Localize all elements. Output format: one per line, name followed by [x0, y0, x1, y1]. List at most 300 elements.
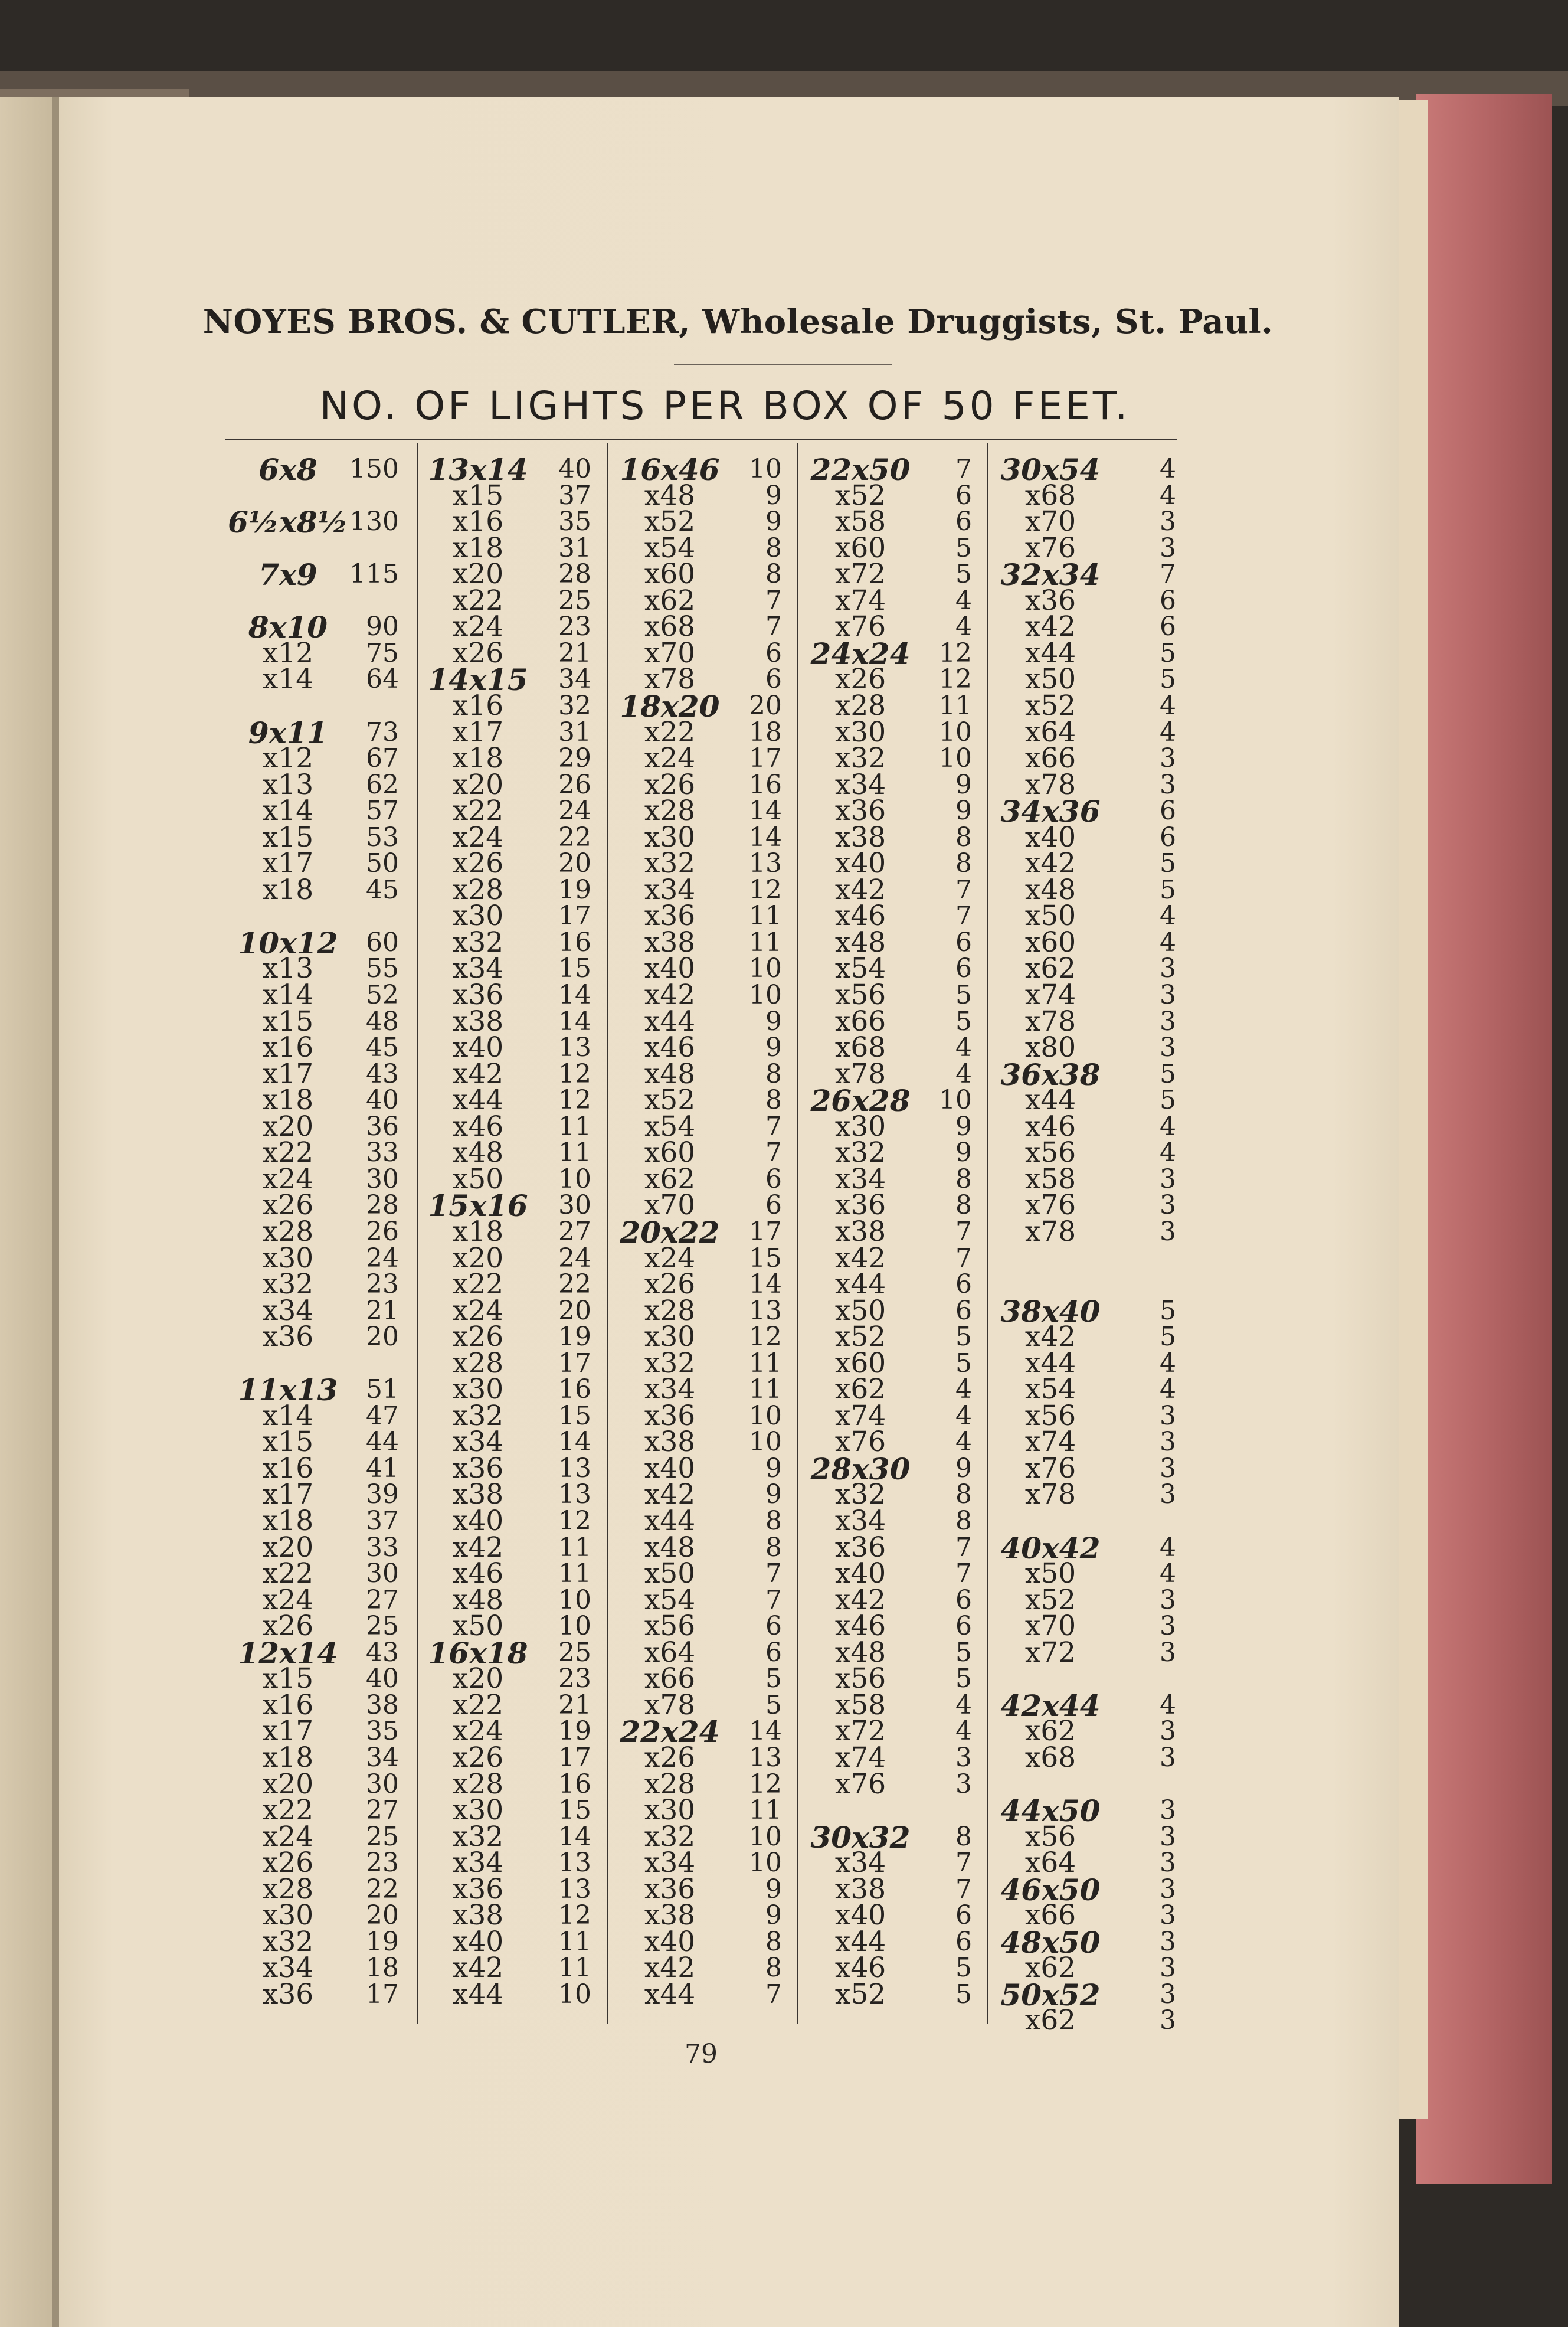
lights-count: 3	[1160, 1453, 1176, 1483]
glass-size: x40	[834, 1899, 886, 1932]
glass-size: x44	[1024, 1084, 1076, 1117]
lights-count: 30	[366, 1558, 399, 1589]
glass-size: x28	[644, 1294, 696, 1327]
glass-size: x44	[834, 1268, 886, 1301]
glass-size: x54	[644, 1583, 696, 1616]
page-header-text: NOYES BROS. & CUTLER, Wholesale Druggists, St. Paul.	[202, 302, 1274, 341]
lights-count: 9	[765, 1874, 782, 1904]
glass-size: 22x24	[620, 1714, 720, 1750]
glass-size: 7x9	[258, 557, 317, 593]
glass-size: x28	[644, 1767, 696, 1800]
lights-count: 150	[349, 454, 399, 484]
glass-size: x30	[644, 1794, 696, 1827]
lights-count: 45	[366, 874, 399, 905]
glass-size: x24	[262, 1820, 314, 1853]
glass-size: x62	[834, 1373, 886, 1406]
glass-size: x13	[262, 952, 314, 985]
lights-count: 7	[765, 612, 782, 642]
lights-count: 20	[749, 690, 782, 721]
lights-count: 3	[1160, 1821, 1176, 1852]
lights-count: 3	[1160, 1400, 1176, 1431]
lights-count: 6	[955, 953, 972, 984]
lights-count: 33	[366, 1532, 399, 1563]
lights-count: 75	[366, 638, 399, 668]
glass-size: x46	[452, 1110, 504, 1143]
lights-count: 35	[366, 1716, 399, 1747]
glass-size: x42	[834, 1583, 886, 1616]
glass-size: x30	[452, 900, 504, 933]
glass-size: 11x13	[238, 1372, 338, 1408]
lights-count: 22	[366, 1874, 399, 1904]
lights-count: 3	[1160, 769, 1176, 800]
glass-size: x42	[452, 1057, 504, 1090]
lights-count: 51	[366, 1374, 399, 1405]
glass-size: x66	[834, 1005, 886, 1038]
glass-size: x54	[834, 952, 886, 985]
glass-size: x30	[834, 1110, 886, 1143]
glass-size: x15	[262, 1662, 314, 1695]
lights-count: 40	[366, 1085, 399, 1116]
lights-count: 5	[1160, 848, 1176, 879]
glass-size: x34	[452, 952, 504, 985]
glass-size: 6x8	[258, 452, 317, 487]
glass-size: x15	[262, 821, 314, 854]
glass-size: x62	[644, 1162, 696, 1195]
lights-count: 11	[558, 1138, 591, 1168]
glass-size: x36	[452, 1872, 504, 1906]
glass-size: x24	[452, 1294, 504, 1327]
lights-count: 9	[765, 1006, 782, 1037]
lights-count: 3	[1160, 980, 1176, 1010]
glass-size: 50x52	[1000, 1977, 1101, 2012]
lights-count: 3	[1160, 1874, 1176, 1904]
lights-count: 7	[1160, 559, 1176, 590]
lights-count: 5	[955, 532, 972, 563]
lights-count: 73	[366, 717, 399, 747]
glass-size: 16x46	[620, 452, 720, 487]
lights-count: 3	[1160, 1032, 1176, 1063]
lights-count: 4	[955, 1427, 972, 1457]
glass-size: x74	[1024, 979, 1076, 1011]
glass-size: x78	[1024, 768, 1076, 801]
glass-size: x44	[644, 1505, 696, 1537]
glass-size: 16x18	[428, 1635, 528, 1671]
glass-size: x15	[262, 1426, 314, 1459]
glass-size: x40	[452, 1031, 504, 1064]
lights-count: 11	[558, 1532, 591, 1563]
lights-count: 29	[558, 743, 591, 774]
lights-count: 17	[749, 1216, 782, 1247]
glass-size: 20x22	[620, 1214, 720, 1250]
lights-count: 5	[765, 1663, 782, 1694]
lights-count: 24	[558, 1243, 591, 1273]
glass-size: x68	[1024, 1741, 1076, 1774]
glass-size: x36	[834, 1189, 886, 1222]
lights-count: 8	[955, 1164, 972, 1194]
lights-count: 25	[558, 585, 591, 616]
lights-count: 27	[366, 1795, 399, 1826]
lights-count: 20	[366, 1900, 399, 1931]
glass-size: 18x20	[620, 688, 720, 724]
lights-count: 7	[955, 1874, 972, 1904]
glass-size: x42	[644, 1478, 696, 1511]
lights-count: 10	[749, 1848, 782, 1878]
lights-count: 25	[366, 1611, 399, 1642]
glass-size: x48	[834, 1636, 886, 1669]
lights-count: 28	[558, 559, 591, 590]
glass-size: x22	[452, 795, 504, 828]
lights-count: 53	[366, 822, 399, 852]
lights-count: 10	[558, 1979, 591, 2009]
lights-count: 4	[1160, 901, 1176, 932]
lights-count: 9	[765, 506, 782, 537]
glass-size: 30x54	[1000, 452, 1101, 487]
glass-size: x36	[644, 900, 696, 933]
lights-count: 12	[939, 664, 972, 695]
lights-count: 4	[1160, 927, 1176, 957]
glass-size: x66	[1024, 742, 1076, 775]
glass-size: x74	[834, 584, 886, 617]
lights-count: 5	[1160, 1295, 1176, 1326]
glass-size: x13	[262, 768, 314, 801]
lights-count: 11	[749, 1374, 782, 1405]
glass-size: x42	[834, 1241, 886, 1274]
gutter-shadow	[52, 97, 60, 2327]
lights-count: 6	[1160, 612, 1176, 642]
glass-size: x72	[1024, 1636, 1076, 1669]
lights-count: 19	[366, 1926, 399, 1957]
glass-size: x32	[452, 926, 504, 959]
lights-count: 39	[366, 1479, 399, 1510]
lights-count: 23	[558, 612, 591, 642]
lights-count: 10	[939, 743, 972, 774]
glass-size: x54	[644, 1110, 696, 1143]
glass-size: x52	[644, 1084, 696, 1117]
glass-size: x76	[1024, 1189, 1076, 1222]
lights-count: 43	[366, 1637, 399, 1668]
glass-size: x46	[644, 1031, 696, 1064]
lights-count: 11	[558, 1926, 591, 1957]
lights-count: 13	[558, 1848, 591, 1878]
glass-size: x38	[834, 1215, 886, 1248]
glass-size: x32	[262, 1268, 314, 1301]
lights-count: 3	[1160, 743, 1176, 774]
glass-size: x34	[834, 768, 886, 801]
glass-size: 15x16	[428, 1188, 528, 1224]
glass-size: x22	[644, 715, 696, 749]
lights-count: 7	[765, 585, 782, 616]
glass-size: x70	[1024, 505, 1076, 538]
glass-size: x14	[262, 795, 314, 828]
lights-count: 4	[955, 1032, 972, 1063]
glass-size: x50	[834, 1294, 886, 1327]
lights-count: 4	[1160, 454, 1176, 484]
glass-size: x56	[1024, 1820, 1076, 1853]
lights-count: 10	[939, 1085, 972, 1116]
lights-count: 115	[349, 559, 399, 590]
glass-size: x46	[834, 1952, 886, 1985]
glass-size: x76	[834, 610, 886, 643]
lights-count: 4	[955, 1374, 972, 1405]
lights-count: 4	[955, 585, 972, 616]
glass-size: 46x50	[1000, 1872, 1101, 1907]
lights-count: 33	[366, 1138, 399, 1168]
glass-size: 24x24	[810, 636, 911, 671]
lights-count: 6	[765, 638, 782, 668]
glass-size: x68	[1024, 479, 1076, 512]
lights-count: 8	[955, 848, 972, 879]
lights-count: 5	[1160, 1058, 1176, 1089]
glass-size: x32	[452, 1820, 504, 1853]
glass-size: x32	[834, 1136, 886, 1169]
table-title	[0, 383, 1568, 429]
lights-count: 6	[955, 1611, 972, 1642]
glass-size: x28	[834, 689, 886, 722]
glass-size: x58	[834, 505, 886, 538]
glass-size: x78	[644, 1688, 696, 1721]
lights-count: 10	[749, 953, 782, 984]
glass-size: x50	[452, 1162, 504, 1195]
glass-size: x24	[644, 1241, 696, 1274]
glass-size: x36	[452, 979, 504, 1011]
lights-count: 21	[558, 638, 591, 668]
glass-size: x48	[834, 926, 886, 959]
lights-count: 3	[1160, 1637, 1176, 1668]
lights-count: 4	[1160, 690, 1176, 721]
glass-size: x17	[262, 1715, 314, 1748]
glass-size: x70	[644, 636, 696, 669]
lights-count: 6	[1160, 585, 1176, 616]
lights-count: 40	[366, 1663, 399, 1694]
glass-size: x72	[834, 1715, 886, 1748]
lights-count: 64	[366, 664, 399, 695]
lights-count: 16	[749, 769, 782, 800]
lights-count: 23	[558, 1663, 591, 1694]
glass-size: x70	[644, 1189, 696, 1222]
lights-count: 3	[1160, 1900, 1176, 1931]
lights-count: 6	[955, 1584, 972, 1615]
glass-size: x16	[262, 1031, 314, 1064]
glass-size: x20	[262, 1531, 314, 1564]
glass-size: x44	[644, 1005, 696, 1038]
lights-count: 6	[955, 1295, 972, 1326]
lights-count: 5	[1160, 1322, 1176, 1352]
glass-size: x42	[1024, 1321, 1076, 1354]
glass-size: x34	[452, 1426, 504, 1459]
glass-size: x18	[452, 531, 504, 564]
lights-count: 62	[366, 769, 399, 800]
glass-size: x44	[452, 1978, 504, 2011]
glass-size: x14	[262, 979, 314, 1011]
lights-count: 37	[366, 1506, 399, 1536]
glass-size: x34	[262, 1952, 314, 1985]
glass-size: x24	[452, 1715, 504, 1748]
lights-count: 12	[749, 1769, 782, 1799]
lights-count: 6	[955, 927, 972, 957]
lights-count: 3	[1160, 1611, 1176, 1642]
lights-count: 4	[955, 612, 972, 642]
lights-count: 40	[558, 454, 591, 484]
lights-count: 5	[955, 1322, 972, 1352]
glass-size: x26	[452, 636, 504, 669]
glass-size: x20	[452, 768, 504, 801]
lights-count: 45	[366, 1032, 399, 1063]
glass-size: 12x14	[238, 1635, 338, 1671]
lights-count: 14	[749, 822, 782, 852]
lights-count: 10	[558, 1164, 591, 1194]
glass-size: x78	[1024, 1005, 1076, 1038]
lights-count: 26	[558, 769, 591, 800]
lights-count: 23	[366, 1269, 399, 1300]
glass-size: x40	[452, 1925, 504, 1958]
lights-count: 37	[558, 480, 591, 511]
lights-count: 3	[1160, 953, 1176, 984]
lights-count: 11	[749, 901, 782, 932]
glass-size: x40	[1024, 821, 1076, 854]
glass-size: 38x40	[1000, 1293, 1101, 1329]
lights-count: 43	[366, 1058, 399, 1089]
glass-size: x36	[262, 1978, 314, 2011]
lights-count: 13	[749, 1742, 782, 1773]
lights-count: 5	[955, 1006, 972, 1037]
glass-size: x18	[452, 1215, 504, 1248]
lights-count: 34	[558, 664, 591, 695]
lights-count: 9	[955, 1138, 972, 1168]
glass-size: x18	[262, 1741, 314, 1774]
glass-size: x52	[834, 1321, 886, 1354]
glass-size: x68	[644, 610, 696, 643]
glass-size: x50	[644, 1557, 696, 1590]
lights-count: 22	[558, 822, 591, 852]
lights-count: 18	[749, 717, 782, 747]
glass-size: x78	[644, 663, 696, 696]
main-page	[59, 97, 1399, 2327]
lights-count: 13	[749, 1295, 782, 1326]
lights-count: 32	[558, 690, 591, 721]
lights-count: 4	[955, 1058, 972, 1089]
lights-count: 13	[558, 1874, 591, 1904]
glass-size: x62	[1024, 1715, 1076, 1748]
lights-count: 3	[1160, 1427, 1176, 1457]
lights-count: 17	[749, 743, 782, 774]
glass-size: x26	[452, 847, 504, 880]
glass-size: x32	[834, 1478, 886, 1511]
glass-size: x58	[1024, 1162, 1076, 1195]
glass-size: x50	[1024, 1557, 1076, 1590]
glass-size: x32	[834, 742, 886, 775]
glass-size: x44	[1024, 636, 1076, 669]
lights-count: 6	[955, 480, 972, 511]
lights-count: 47	[366, 1400, 399, 1431]
glass-size: x22	[452, 1688, 504, 1721]
glass-size: x32	[262, 1925, 314, 1958]
glass-size: x50	[452, 1610, 504, 1643]
glass-size: x26	[644, 1741, 696, 1774]
table-title-text: NO. OF LIGHTS PER BOX OF 50 FEET.	[319, 383, 1131, 429]
lights-count: 20	[366, 1322, 399, 1352]
glass-size: x36	[644, 1872, 696, 1906]
glass-size: x52	[834, 479, 886, 512]
lights-count: 4	[955, 1689, 972, 1720]
lights-count: 25	[558, 1637, 591, 1668]
lights-count: 9	[955, 1111, 972, 1142]
glass-size: x50	[1024, 900, 1076, 933]
lights-count: 15	[558, 953, 591, 984]
lights-count: 8	[955, 1190, 972, 1221]
glass-size: x62	[1024, 952, 1076, 985]
lights-count: 19	[558, 1322, 591, 1352]
lights-count: 30	[558, 1190, 591, 1221]
glass-size: x22	[262, 1794, 314, 1827]
glass-size: x46	[452, 1557, 504, 1590]
glass-size: 26x28	[810, 1083, 911, 1119]
glass-size: x56	[1024, 1136, 1076, 1169]
lights-count: 15	[558, 1795, 591, 1826]
glass-size: x62	[644, 584, 696, 617]
glass-size: x28	[452, 1767, 504, 1800]
glass-size: x66	[644, 1662, 696, 1695]
glass-size: x52	[644, 505, 696, 538]
glass-size: x16	[262, 1452, 314, 1485]
glass-size: x76	[834, 1767, 886, 1800]
glass-size: 13x14	[428, 452, 528, 487]
glass-size: x17	[262, 1478, 314, 1511]
lights-count: 5	[955, 1663, 972, 1694]
lights-count: 9	[765, 1900, 782, 1931]
glass-size: x28	[644, 795, 696, 828]
lights-count: 3	[1160, 1979, 1176, 2009]
lights-count: 5	[955, 559, 972, 590]
glass-size: x28	[452, 873, 504, 906]
glass-size: x18	[262, 1505, 314, 1537]
lights-count: 5	[955, 1953, 972, 1983]
glass-size: x42	[1024, 610, 1076, 643]
lights-count: 44	[366, 1427, 399, 1457]
glass-size: x12	[262, 636, 314, 669]
lights-count: 16	[558, 1374, 591, 1405]
lights-count: 3	[1160, 1848, 1176, 1878]
lights-count: 4	[1160, 1689, 1176, 1720]
lights-count: 14	[558, 980, 591, 1010]
lights-count: 7	[955, 901, 972, 932]
lights-count: 14	[558, 1821, 591, 1852]
glass-size: x20	[452, 1662, 504, 1695]
glass-size: x14	[262, 1399, 314, 1432]
glass-size: x22	[262, 1136, 314, 1169]
lights-count: 12	[939, 638, 972, 668]
glass-size: x32	[452, 1399, 504, 1432]
lights-count: 38	[366, 1689, 399, 1720]
lights-count: 6	[765, 1611, 782, 1642]
glass-size: x34	[834, 1846, 886, 1880]
glass-size: x26	[452, 1321, 504, 1354]
glass-size: x56	[834, 1662, 886, 1695]
lights-count: 6	[765, 1164, 782, 1194]
glass-size: x24	[452, 610, 504, 643]
lights-count: 6	[765, 1637, 782, 1668]
lights-count: 6	[765, 1190, 782, 1221]
lights-count: 8	[765, 559, 782, 590]
lights-count: 6	[765, 664, 782, 695]
glass-size: x30	[644, 821, 696, 854]
lights-count: 5	[1160, 664, 1176, 695]
glass-size: x24	[644, 742, 696, 775]
glass-size: x56	[644, 1610, 696, 1643]
lights-count: 4	[1160, 1138, 1176, 1168]
lights-count: 10	[749, 1400, 782, 1431]
glass-size: 44x50	[1000, 1793, 1101, 1829]
lights-count: 8	[955, 1821, 972, 1852]
